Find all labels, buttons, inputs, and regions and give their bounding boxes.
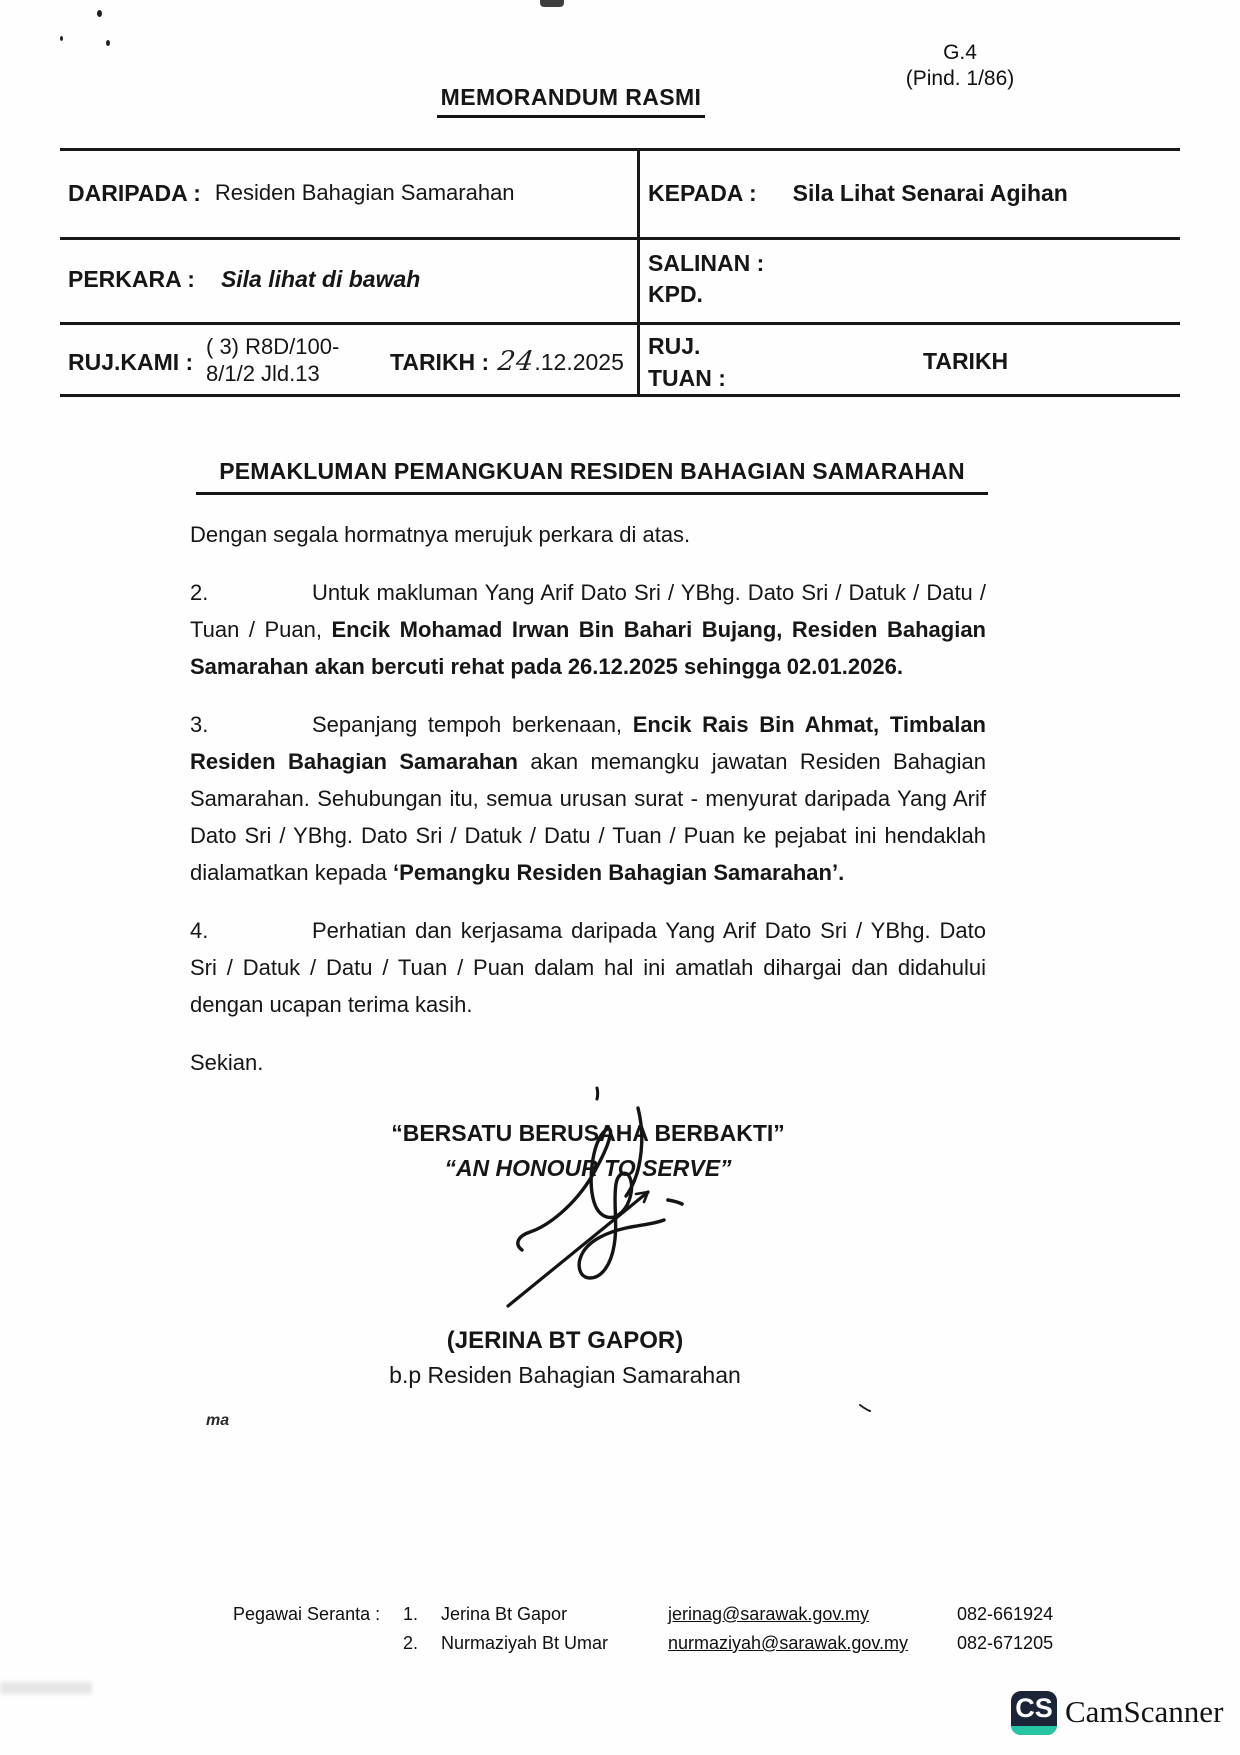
tarikh-value: 24.12.2025 (496, 346, 624, 377)
paragraph-3-number: 3. (190, 712, 209, 737)
scan-speck (97, 10, 102, 17)
typist-initials: ma (206, 1412, 230, 1429)
paragraph-4-number: 4. (190, 918, 209, 943)
contact-name: Jerina Bt Gapor (441, 1604, 568, 1624)
contact-email: jerinag@sarawak.gov.my (668, 1604, 870, 1624)
daripada-value: Residen Bahagian Samarahan (214, 180, 515, 205)
tarikh-label: TARIKH : (390, 349, 490, 375)
signatory-behalf: b.p Residen Bahagian Samarahan (389, 1362, 741, 1388)
perkara-cell (68, 240, 628, 319)
memo-header-table (60, 148, 1180, 397)
pegawai-seranta-label: Pegawai Seranta : (233, 1604, 381, 1624)
signatory-block (165, 1324, 965, 1392)
ruj-kami-cell (60, 325, 637, 394)
contact-row (0, 1633, 1240, 1661)
camscanner-cs-letters: CS (1015, 1693, 1053, 1723)
camscanner-wordmark: CamScanner (1065, 1694, 1224, 1729)
contact-number: 2. (403, 1633, 419, 1653)
salinan-cell (648, 248, 1176, 320)
kepada-label: KEPADA : (648, 179, 757, 206)
motto-malay: “BERSATU BERUSAHA BERBAKTI” (391, 1120, 785, 1146)
document-title: MEMORANDUM RASMI (0, 84, 1142, 118)
kpd-label: KPD. (648, 281, 703, 307)
scan-smudge (0, 1682, 92, 1694)
form-code-revision: (Pind. 1/86) (905, 67, 1015, 90)
contact-phone: 082-661924 (957, 1604, 1054, 1624)
ruj-kami-value: ( 3) R8D/100- 8/1/2 Jld.13 (206, 334, 340, 386)
perkara-value: Sila lihat di bawah (220, 266, 421, 292)
ruj-kami-label: RUJ.KAMI : (68, 349, 194, 375)
signature-scribble (500, 1078, 700, 1338)
paragraph-3: 3. Sepanjang tempoh berkenaan, Encik Rais Bin Ahmat, Timbalan Residen Bahagian Samarahan akan memangku jawatan Residen Bahagian Samarahan. Sehubungan itu, semua urusan surat - menyurat daripada Yang Arif Dato Sri / YBhg. Dato Sri / Datuk / Datu / Tuan / Puan ke pejabat ini hendaklah dialamatkan kepada ‘Pemangku Residen Bahagian Samarahan’. (190, 706, 986, 891)
subject-heading: PEMAKLUMAN PEMANGKUAN RESIDEN BAHAGIAN SAMARAHAN (196, 458, 988, 495)
paragraph-1: Dengan segala hormatnya merujuk perkara di atas. (190, 522, 691, 547)
memo-body (190, 516, 986, 1102)
kepada-value: Sila Lihat Senarai Agihan (792, 179, 1068, 206)
ruj-tuan-label: RUJ. TUAN : (648, 333, 726, 391)
camscanner-logo-icon (1011, 1691, 1057, 1735)
pen-tick-mark (858, 1404, 872, 1412)
contact-email: nurmaziyah@sarawak.gov.my (668, 1633, 909, 1653)
paragraph-4: 4. Perhatian dan kerjasama daripada Yang Arif Dato Sri / YBhg. Dato Sri / Datuk / Datu / Tuan / Puan dalam hal ini amatlah dihargai dan didahului dengan ucapan terima kasih. (190, 912, 986, 1023)
scan-speck (106, 40, 110, 46)
contact-row (0, 1604, 1240, 1632)
contact-phone: 082-671205 (957, 1633, 1054, 1653)
contact-number: 1. (403, 1604, 419, 1624)
contact-name: Nurmaziyah Bt Umar (441, 1633, 609, 1653)
perkara-label: PERKARA : (68, 266, 195, 292)
table-divider (637, 150, 640, 397)
daripada-cell (68, 151, 628, 235)
signatory-name: (JERINA BT GAPOR) (446, 1327, 684, 1354)
paragraph-2-number: 2. (190, 580, 209, 605)
closing-word: Sekian. (190, 1050, 264, 1075)
table-border (60, 394, 1180, 397)
kepada-cell (648, 151, 1176, 235)
motto-english: “AN HONOUR TO SERVE” (444, 1155, 732, 1181)
scan-smudge (540, 0, 564, 7)
paragraph-2: 2. Untuk makluman Yang Arif Dato Sri / YBhg. Dato Sri / Datuk / Datu / Tuan / Puan, Encik Mohamad Irwan Bin Bahari Bujang, Residen Bahagian Samarahan akan bercuti rehat pada 26.12.2025 sehingga 02.01.2026. (190, 574, 986, 685)
salinan-label: SALINAN : (648, 250, 765, 276)
form-code-number: G.4 (943, 41, 977, 64)
camscanner-teal-strip (1011, 1726, 1057, 1735)
daripada-label: DARIPADA : (68, 179, 201, 206)
ruj-tuan-cell (648, 328, 1176, 394)
scan-speck (60, 36, 63, 41)
tarikh-day-handwritten: 24 (496, 346, 537, 377)
tarikh-right-label: TARIKH (923, 348, 1009, 374)
